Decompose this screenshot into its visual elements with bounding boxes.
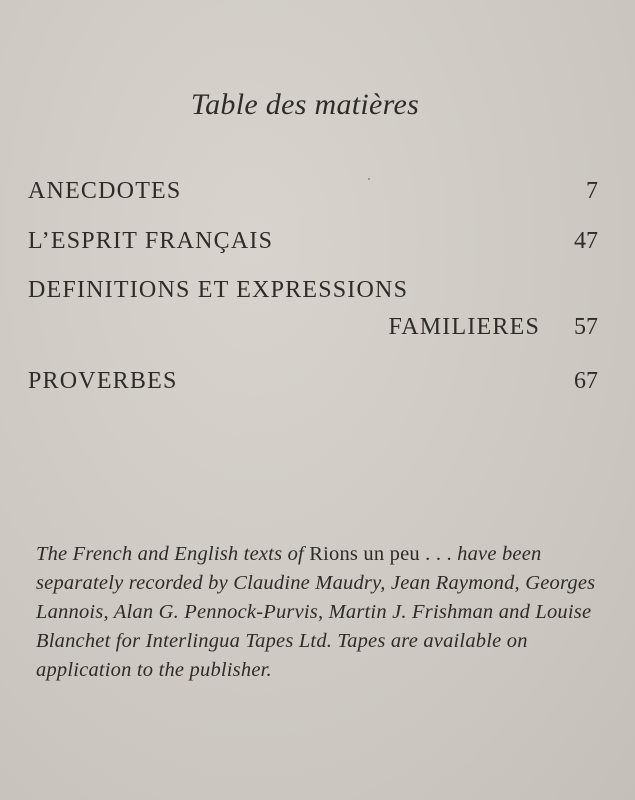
toc-entry-title: PROVERBES	[28, 368, 178, 394]
toc-heading: Table des matières	[190, 88, 420, 121]
toc-entry-esprit-francais	[28, 222, 598, 260]
recording-credits	[36, 540, 611, 685]
toc-entry-page: 47	[574, 228, 598, 254]
credits-text-1: The French and English texts of	[36, 543, 310, 565]
credits-book-title: Rions un peu . . .	[309, 543, 452, 565]
toc-entry-page: 67	[574, 368, 598, 394]
toc-entry-title-line2: FAMILIERES	[388, 314, 540, 340]
credits-text-2: have been separately recorded by Claudine Maudry, Jean Raymond, Georges Lannois, Alan G. Pennock-Purvis, Martin J. Frishman and Louise Blanchet for Interlingua Tapes Ltd. Tapes are available on application to the publisher.	[36, 543, 596, 681]
toc-entry-anecdotes	[28, 172, 598, 210]
toc-entry-proverbes	[28, 362, 598, 400]
toc-entry-definitions	[28, 272, 598, 346]
toc-entry-title: ANECDOTES	[28, 178, 182, 204]
toc-entry-title: L’ESPRIT FRANÇAIS	[28, 228, 274, 254]
toc-entry-page: 57	[574, 314, 598, 340]
toc-entry-title-line1: DEFINITIONS ET EXPRESSIONS	[28, 277, 409, 303]
toc-entry-page: 7	[586, 178, 598, 204]
